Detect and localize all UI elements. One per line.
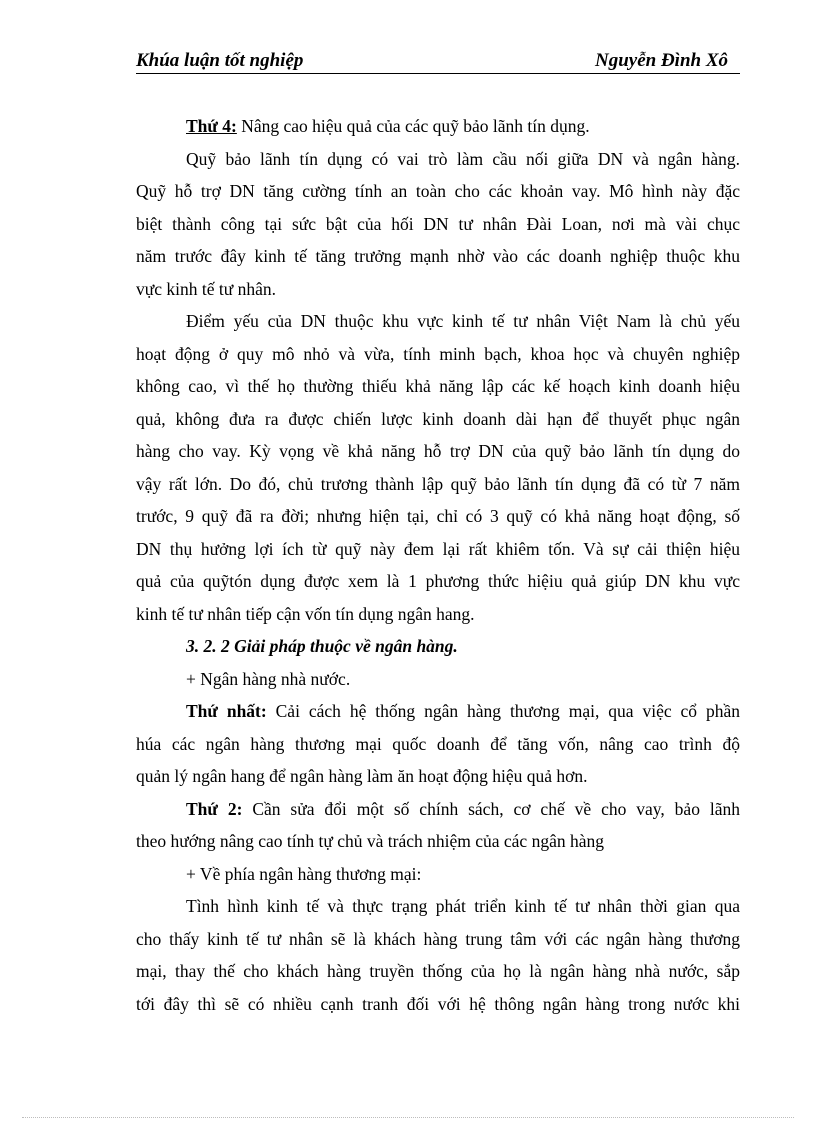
text-line: không cao, vì thế họ thường thiếu khả năng lập các kế hoạch kinh doanh hiệu [136, 376, 740, 396]
text-line: tới đây thì sẽ có nhiều cạnh tranh đối với hệ thông ngân hàng trong nước khi [136, 993, 740, 1014]
text-line: Quỹ hỗ trợ DN tăng cường tính an toàn cho các khoản vay. Mô hình này đặc [136, 181, 740, 201]
text-line: kinh tế tư nhân tiếp cận vốn tín dụng ngân hang. [136, 603, 475, 624]
section-heading: 3. 2. 2 Giải pháp thuộc về ngân hàng. [186, 636, 458, 656]
sub-heading: + Về phía ngân hàng thương mại: [186, 863, 422, 884]
text-line: hoạt động ở quy mô nhỏ và vừa, tính minh bạch, khoa học và chuyên nghiệp [136, 343, 740, 364]
text-line: cho thấy kinh tế tư nhân sẽ là khách hàng trung tâm với các ngân hàng thương [136, 928, 740, 949]
paragraph-thu-nhat [136, 695, 740, 728]
page-header [136, 49, 740, 74]
text-line: Tình hình kinh tế và thực trạng phát triển kinh tế tư nhân thời gian qua [186, 896, 740, 916]
text-line: quả, không đưa ra được chiến lược kinh doanh dài hạn để thuyết phục ngân [136, 408, 740, 429]
item-text: Cần sửa đổi một số chính sách, cơ chế về cho vay, bảo lãnh [242, 798, 740, 819]
text-line: Điểm yếu của DN thuộc khu vực kinh tế tư nhân Việt Nam là chủ yếu [186, 311, 740, 331]
sub-heading: + Ngân hàng nhà nước. [186, 668, 351, 689]
paragraph-thu-2 [136, 793, 740, 826]
text-line: hàng cho vay. Kỳ vọng về khả năng hỗ trợ DN của quỹ bảo lãnh tín dụng do [136, 441, 740, 461]
text-line: theo hướng nâng cao tính tự chủ và trách nhiệm của các ngân hàng [136, 831, 604, 851]
page-bottom-border [22, 1117, 794, 1118]
text-line: vậy rất lớn. Do đó, chủ trương thành lập quỹ bảo lãnh tín dụng đã có từ 7 năm [136, 473, 740, 494]
text-line: quả của quỹtón dụng được xem là 1 phương thức hiệiu quả giúp DN khu vực [136, 571, 740, 591]
text-line: húa các ngân hàng thương mại quốc doanh để tăng vốn, nâng cao trình độ [136, 733, 740, 754]
paragraph-thu-4 [136, 110, 740, 143]
text-line: vực kinh tế tư nhân. [136, 278, 276, 299]
document-title: Khúa luận tốt nghiệp [136, 50, 304, 71]
item-text: Cải cách hệ thống ngân hàng thương mại, qua việc cổ phần [266, 701, 740, 721]
item-label: Thứ nhất: [186, 701, 267, 721]
text-line: trước, 9 quỹ đã ra đời; nhưng hiện tại, chỉ có 3 quỹ có khả năng hoạt động, số [136, 506, 740, 526]
text-line: biệt thành công tại sức bật của hối DN tư nhân Đài Loan, nơi mà vài chục [136, 213, 740, 234]
text-line: quản lý ngân hang để ngân hàng làm ăn hoạt động hiệu quả hơn. [136, 766, 588, 786]
text-line: năm trước đây kinh tế tăng trưởng mạnh nhờ vào các doanh nghiệp thuộc khu [136, 246, 740, 266]
item-label: Thứ 4: [186, 116, 237, 136]
author-name: Nguyễn Đình Xô [594, 50, 728, 71]
item-text: Nâng cao hiệu quả của các quỹ bảo lãnh tín dụng. [236, 116, 590, 136]
document-body [136, 110, 740, 1020]
text-line: DN thụ hưởng lợi ích từ quỹ này đem lại rất khiêm tốn. Và sự cải thiện hiệu [136, 538, 740, 559]
item-label: Thứ 2: [186, 798, 243, 819]
text-line: mại, thay thế cho khách hàng truyền thống của họ là ngân hàng nhà nước, sắp [136, 961, 740, 981]
text-line: Quỹ bảo lãnh tín dụng có vai trò làm cầu nối giữa DN và ngân hàng. [186, 148, 740, 169]
